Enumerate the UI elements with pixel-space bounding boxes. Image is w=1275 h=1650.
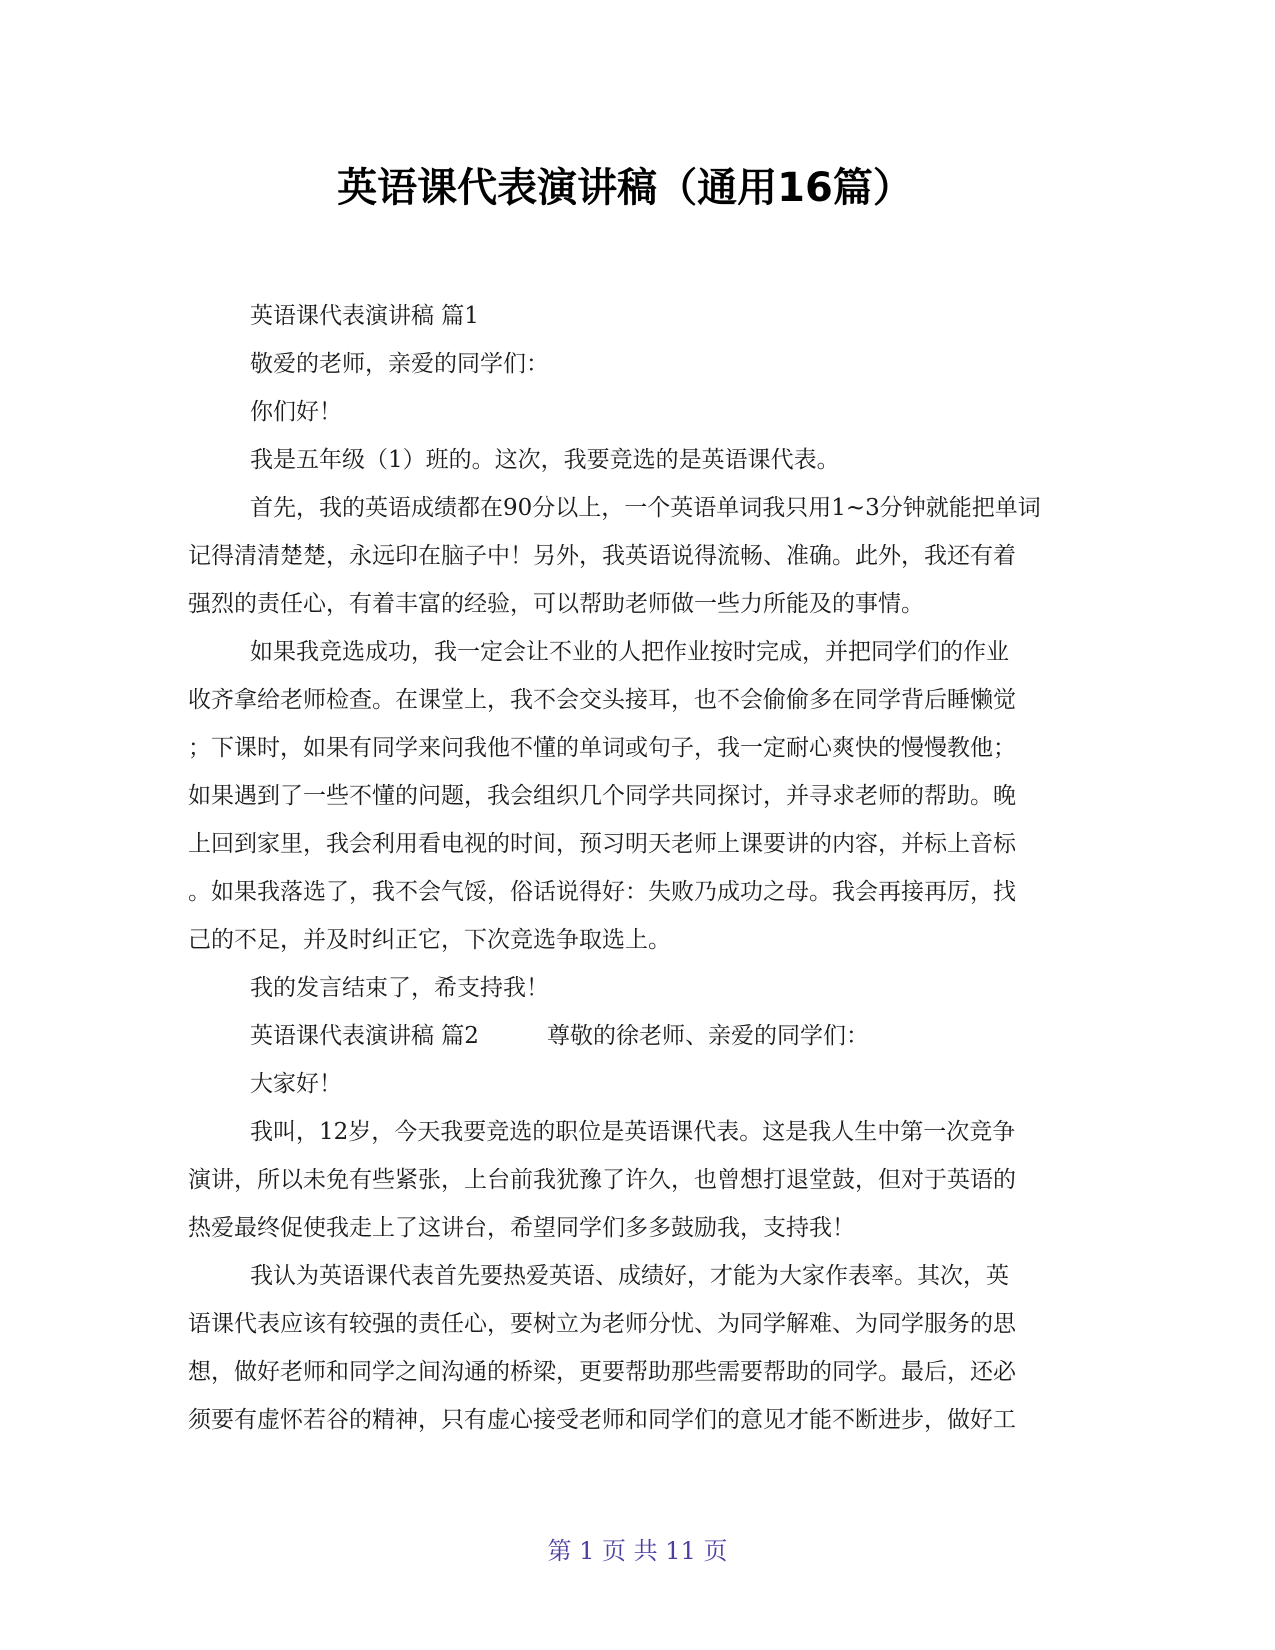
paragraph-line: 己的不足，并及时纠正它，下次竞选争取选上。 xyxy=(188,927,671,953)
paragraph-line: 上回到家里，我会利用看电视的时间，预习明天老师上课要讲的内容，并标上音标 xyxy=(188,831,1016,857)
paragraph-line: 想，做好老师和同学之间沟通的桥梁，更要帮助那些需要帮助的同学。最后，还必 xyxy=(188,1359,1016,1385)
greeting: 你们好！ xyxy=(250,399,342,425)
paragraph-line: 。如果我落选了，我不会气馁，俗话说得好：失败乃成功之母。我会再接再厉，找 xyxy=(188,879,1016,905)
greeting: 大家好！ xyxy=(250,1071,342,1097)
section-heading: 英语课代表演讲稿 篇1 xyxy=(250,303,479,329)
paragraph-line: 如果遇到了一些不懂的问题，我会组织几个同学共同探讨，并寻求老师的帮助。晚 xyxy=(188,783,1016,809)
paragraph-line: 须要有虚怀若谷的精神，只有虚心接受老师和同学们的意见才能不断进步，做好工 xyxy=(188,1407,1016,1433)
paragraph-line: 演讲，所以未免有些紧张，上台前我犹豫了许久，也曾想打退堂鼓，但对于英语的 xyxy=(188,1167,1016,1193)
paragraph-line: 首先，我的英语成绩都在90分以上，一个英语单词我只用1~3分钟就能把单词 xyxy=(250,495,1041,521)
section-heading-row xyxy=(188,1012,1083,1060)
document-title: 英语课代表演讲稿（通用16篇） xyxy=(337,165,913,211)
paragraph-line: 我是五年级（1）班的。这次，我要竞选的是英语课代表。 xyxy=(250,447,840,473)
paragraph-line: 如果我竞选成功，我一定会让不业的人把作业按时完成，并把同学们的作业 xyxy=(250,639,1009,665)
page-number-footer: 第 1 页 共 11 页 xyxy=(547,1537,728,1565)
paragraph-line: ；下课时，如果有同学来问我他不懂的单词或句子，我一定耐心爽快的慢慢教他； xyxy=(188,735,1016,761)
section-heading: 英语课代表演讲稿 篇2 xyxy=(250,1023,479,1049)
paragraph-line: 我叫，12岁，今天我要竞选的职位是英语课代表。这是我人生中第一次竞争 xyxy=(250,1119,1016,1145)
document-body xyxy=(188,292,1083,1444)
paragraph-line: 收齐拿给老师检查。在课堂上，我不会交头接耳，也不会偷偷多在同学背后睡懒觉 xyxy=(188,687,1016,713)
paragraph-line: 强烈的责任心，有着丰富的经验，可以帮助老师做一些力所能及的事情。 xyxy=(188,591,924,617)
salutation: 尊敬的徐老师、亲爱的同学们： xyxy=(546,1023,869,1049)
salutation: 敬爱的老师，亲爱的同学们： xyxy=(250,351,549,377)
paragraph-line: 记得清清楚楚，永远印在脑子中！另外，我英语说得流畅、准确。此外，我还有着 xyxy=(188,543,1016,569)
paragraph-line: 语课代表应该有较强的责任心，要树立为老师分忧、为同学解难、为同学服务的思 xyxy=(188,1311,1016,1337)
paragraph-line: 我认为英语课代表首先要热爱英语、成绩好，才能为大家作表率。其次，英 xyxy=(250,1263,1009,1289)
paragraph-line: 热爱最终促使我走上了这讲台，希望同学们多多鼓励我，支持我！ xyxy=(188,1215,855,1241)
paragraph-line: 我的发言结束了，希支持我！ xyxy=(250,975,549,1001)
